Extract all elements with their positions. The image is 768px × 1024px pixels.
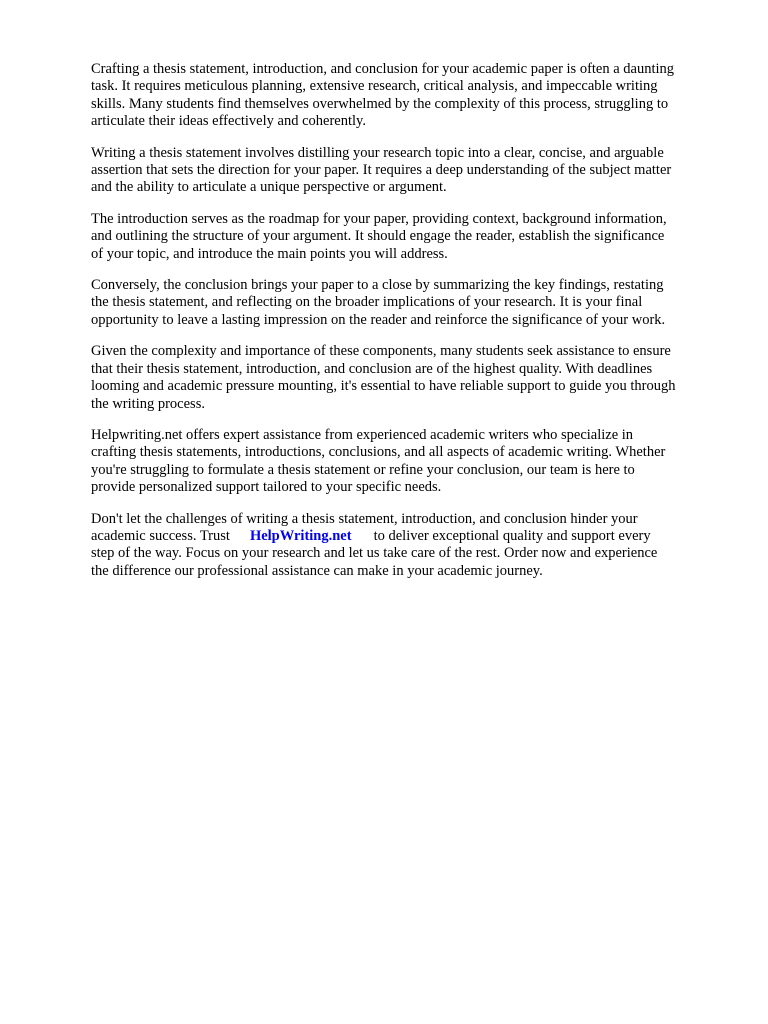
text-line: Given the complexity and importance of these components, many students seek assistance to ensure	[91, 343, 671, 360]
text-line: assertion that sets the direction for your paper. It requires a deep understanding of the subject matter	[91, 162, 672, 179]
text-line: articulate their ideas effectively and coherently.	[91, 113, 366, 130]
document-body	[91, 61, 731, 594]
text-line: The introduction serves as the roadmap for your paper, providing context, background information,	[91, 210, 667, 227]
text-line: of your topic, and introduce the main points you will address.	[91, 245, 448, 262]
text-line: the thesis statement, and reflecting on the broader implications of your research. It is your final	[91, 294, 643, 311]
text-line: crafting thesis statements, introductions, conclusions, and all aspects of academic writing. Whether	[91, 444, 666, 461]
text-line: Don't let the challenges of writing a thesis statement, introduction, and conclusion hinder your	[91, 510, 638, 527]
text-line: the writing process.	[91, 395, 205, 412]
paragraph-call-to-action	[91, 511, 731, 581]
helpwriting-link[interactable]: HelpWriting.net	[249, 527, 352, 544]
text-line-with-link	[91, 528, 731, 545]
text-fragment: to deliver exceptional quality and support every	[373, 527, 651, 544]
text-line: Conversely, the conclusion brings your paper to a close by summarizing the key findings, restating	[91, 277, 664, 294]
text-fragment: academic success. Trust	[91, 527, 230, 544]
text-line: that their thesis statement, introduction, and conclusion are of the highest quality. With deadlines	[91, 360, 653, 377]
text-line: provide personalized support tailored to your specific needs.	[91, 479, 442, 496]
paragraph-intro	[91, 61, 731, 131]
text-line: looming and academic pressure mounting, it's essential to have reliable support to guide you through	[91, 378, 676, 395]
paragraph-introduction	[91, 211, 731, 263]
paragraph-thesis	[91, 145, 731, 197]
paragraph-helpwriting	[91, 427, 731, 497]
text-line: and outlining the structure of your argument. It should engage the reader, establish the significance	[91, 228, 665, 245]
text-line: step of the way. Focus on your research and let us take care of the rest. Order now and experience	[91, 545, 658, 562]
text-line: Helpwriting.net offers expert assistance from experienced academic writers who specialize in	[91, 426, 634, 443]
text-line: and the ability to articulate a unique perspective or argument.	[91, 179, 447, 196]
text-line: opportunity to leave a lasting impression on the reader and reinforce the significance of your work.	[91, 311, 666, 328]
text-line: Writing a thesis statement involves distilling your research topic into a clear, concise, and arguable	[91, 144, 664, 161]
text-line: task. It requires meticulous planning, extensive research, critical analysis, and impeccable writing	[91, 78, 658, 95]
paragraph-assistance	[91, 343, 731, 413]
paragraph-conclusion	[91, 277, 731, 329]
text-line: you're struggling to formulate a thesis statement or refine your conclusion, our team is here to	[91, 461, 635, 478]
text-line: Crafting a thesis statement, introduction, and conclusion for your academic paper is often a daunting	[91, 61, 675, 77]
text-line: skills. Many students find themselves overwhelmed by the complexity of this process, struggling to	[91, 95, 669, 112]
text-line: the difference our professional assistance can make in your academic journey.	[91, 562, 543, 579]
